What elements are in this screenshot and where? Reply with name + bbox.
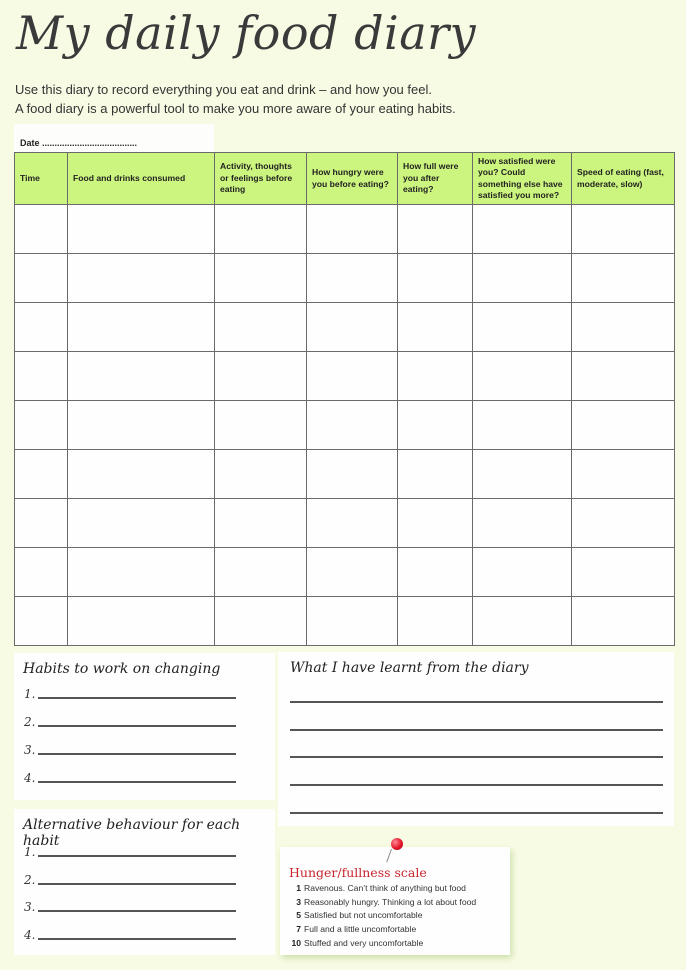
scale-item xyxy=(289,896,476,910)
table-cell[interactable] xyxy=(15,450,68,499)
table-cell[interactable] xyxy=(68,303,215,352)
habits-card xyxy=(14,653,275,800)
table-cell[interactable] xyxy=(473,254,572,303)
table-cell[interactable] xyxy=(68,254,215,303)
learnt-line-3[interactable] xyxy=(290,756,663,758)
habit-number: 2. xyxy=(24,715,36,729)
table-cell[interactable] xyxy=(215,499,307,548)
table-cell[interactable] xyxy=(572,401,675,450)
scale-text: Reasonably hungry. Thinking a lot about food xyxy=(304,896,477,907)
write-line[interactable] xyxy=(38,855,236,857)
table-cell[interactable] xyxy=(398,352,473,401)
table-cell[interactable] xyxy=(473,499,572,548)
table-cell[interactable] xyxy=(398,254,473,303)
scale-item xyxy=(289,937,476,951)
table-row xyxy=(15,303,675,352)
scale-item xyxy=(289,909,476,923)
table-cell[interactable] xyxy=(215,450,307,499)
learnt-line-5[interactable] xyxy=(290,812,663,814)
learnt-line-1[interactable] xyxy=(290,701,663,703)
table-cell[interactable] xyxy=(572,254,675,303)
table-cell[interactable] xyxy=(572,499,675,548)
table-cell[interactable] xyxy=(215,548,307,597)
table-cell[interactable] xyxy=(572,352,675,401)
table-cell[interactable] xyxy=(307,352,398,401)
table-cell[interactable] xyxy=(215,597,307,646)
scale-item xyxy=(289,882,476,896)
write-line[interactable] xyxy=(38,697,236,699)
intro-line-1: Use this diary to record everything you eat and drink – and how you feel. xyxy=(15,82,432,97)
table-cell[interactable] xyxy=(572,205,675,254)
table-row xyxy=(15,499,675,548)
learnt-line-2[interactable] xyxy=(290,729,663,731)
table-cell[interactable] xyxy=(215,352,307,401)
alternative-line-3[interactable] xyxy=(24,900,236,914)
write-line[interactable] xyxy=(38,725,236,727)
habit-number: 3. xyxy=(24,743,36,757)
table-cell[interactable] xyxy=(68,548,215,597)
scale-level: 7 xyxy=(296,924,301,935)
table-cell[interactable] xyxy=(398,401,473,450)
table-row xyxy=(15,450,675,499)
table-cell[interactable] xyxy=(215,205,307,254)
write-line[interactable] xyxy=(38,910,236,912)
table-cell[interactable] xyxy=(215,254,307,303)
table-cell[interactable] xyxy=(68,401,215,450)
alternative-number: 2. xyxy=(24,873,36,887)
table-cell[interactable] xyxy=(15,254,68,303)
table-cell[interactable] xyxy=(215,401,307,450)
alternative-line-1[interactable] xyxy=(24,845,236,859)
habit-line-3[interactable] xyxy=(24,743,236,757)
scale-text: Satisfied but not uncomfortable xyxy=(304,910,423,921)
write-line[interactable] xyxy=(38,883,236,885)
food-diary-table xyxy=(14,152,675,646)
table-cell[interactable] xyxy=(473,352,572,401)
column-header-speed: Speed of eating (fast, moderate, slow) xyxy=(572,153,675,205)
table-cell[interactable] xyxy=(68,499,215,548)
table-cell[interactable] xyxy=(572,450,675,499)
alternative-number: 4. xyxy=(24,928,36,942)
table-cell[interactable] xyxy=(68,205,215,254)
alternatives-heading: Alternative behaviour for each habit xyxy=(23,817,241,849)
habit-line-4[interactable] xyxy=(24,771,236,785)
habits-heading: Habits to work on changing xyxy=(23,661,221,677)
habit-line-1[interactable] xyxy=(24,687,236,701)
table-row xyxy=(15,597,675,646)
date-field[interactable]: Date ...................................... xyxy=(14,124,214,153)
table-cell[interactable] xyxy=(215,303,307,352)
table-cell[interactable] xyxy=(473,450,572,499)
table-row xyxy=(15,352,675,401)
alternative-number: 3. xyxy=(24,900,36,914)
intro-text xyxy=(15,80,456,118)
column-header-time: Time xyxy=(15,153,68,205)
table-cell[interactable] xyxy=(15,205,68,254)
scale-level: 1 xyxy=(296,883,301,893)
column-header-fullness-after: How full were you after eating? xyxy=(398,153,473,205)
table-cell[interactable] xyxy=(15,548,68,597)
intro-line-2: A food diary is a powerful tool to make you more aware of your eating habits. xyxy=(15,101,456,116)
write-line[interactable] xyxy=(38,938,236,940)
pushpin-icon xyxy=(391,838,403,850)
table-cell[interactable] xyxy=(572,597,675,646)
table-row xyxy=(15,548,675,597)
habit-number: 1. xyxy=(24,687,36,701)
write-line[interactable] xyxy=(38,781,236,783)
table-cell[interactable] xyxy=(307,548,398,597)
table-cell[interactable] xyxy=(307,499,398,548)
table-cell[interactable] xyxy=(68,352,215,401)
write-line[interactable] xyxy=(38,753,236,755)
table-cell[interactable] xyxy=(473,597,572,646)
page-title: My daily food diary xyxy=(16,6,477,60)
alternative-number: 1. xyxy=(24,845,36,859)
table-cell[interactable] xyxy=(572,303,675,352)
scale-text: Stuffed and very uncomfortable xyxy=(304,937,424,948)
learnt-card xyxy=(278,652,674,826)
habit-number: 4. xyxy=(24,771,36,785)
alternatives-card xyxy=(14,809,275,955)
table-row xyxy=(15,254,675,303)
table-cell[interactable] xyxy=(398,499,473,548)
table-cell[interactable] xyxy=(307,401,398,450)
table-cell[interactable] xyxy=(15,499,68,548)
table-cell[interactable] xyxy=(572,548,675,597)
column-header-activity: Activity, thoughts or feelings before eating xyxy=(215,153,307,205)
column-header-food: Food and drinks consumed xyxy=(68,153,215,205)
scale-item xyxy=(289,923,476,937)
table-cell[interactable] xyxy=(473,548,572,597)
hunger-scale-list xyxy=(289,882,476,951)
table-cell[interactable] xyxy=(307,205,398,254)
column-header-satisfaction: How satisfied were you? Could something else have satisfied you more? xyxy=(473,153,572,205)
table-cell[interactable] xyxy=(398,548,473,597)
table-cell[interactable] xyxy=(398,450,473,499)
table-header-row xyxy=(15,153,675,205)
table-cell[interactable] xyxy=(307,450,398,499)
hunger-scale-title: Hunger/fullness scale xyxy=(289,865,427,880)
table-cell[interactable] xyxy=(15,352,68,401)
learnt-line-4[interactable] xyxy=(290,784,663,786)
table-cell[interactable] xyxy=(68,597,215,646)
habit-line-2[interactable] xyxy=(24,715,236,729)
scale-level: 5 xyxy=(296,910,301,921)
hunger-scale-note xyxy=(280,847,510,955)
table-cell[interactable] xyxy=(398,597,473,646)
table-cell[interactable] xyxy=(307,254,398,303)
table-cell[interactable] xyxy=(15,401,68,450)
learnt-heading: What I have learnt from the diary xyxy=(290,660,529,676)
alternative-line-2[interactable] xyxy=(24,873,236,887)
table-cell[interactable] xyxy=(307,303,398,352)
table-row xyxy=(15,205,675,254)
table-cell[interactable] xyxy=(473,205,572,254)
alternative-line-4[interactable] xyxy=(24,928,236,942)
column-header-hunger-before: How hungry were you before eating? xyxy=(307,153,398,205)
table-row xyxy=(15,401,675,450)
scale-level: 3 xyxy=(296,896,301,907)
table-cell[interactable] xyxy=(398,303,473,352)
table-cell[interactable] xyxy=(15,597,68,646)
scale-level: 10 xyxy=(291,937,301,948)
table-cell[interactable] xyxy=(307,597,398,646)
table-cell[interactable] xyxy=(473,303,572,352)
table-cell[interactable] xyxy=(15,303,68,352)
table-cell[interactable] xyxy=(473,401,572,450)
table-cell[interactable] xyxy=(68,450,215,499)
scale-text: Ravenous. Can’t think of anything but food xyxy=(304,883,466,893)
scale-text: Full and a little uncomfortable xyxy=(304,924,417,935)
table-cell[interactable] xyxy=(398,205,473,254)
